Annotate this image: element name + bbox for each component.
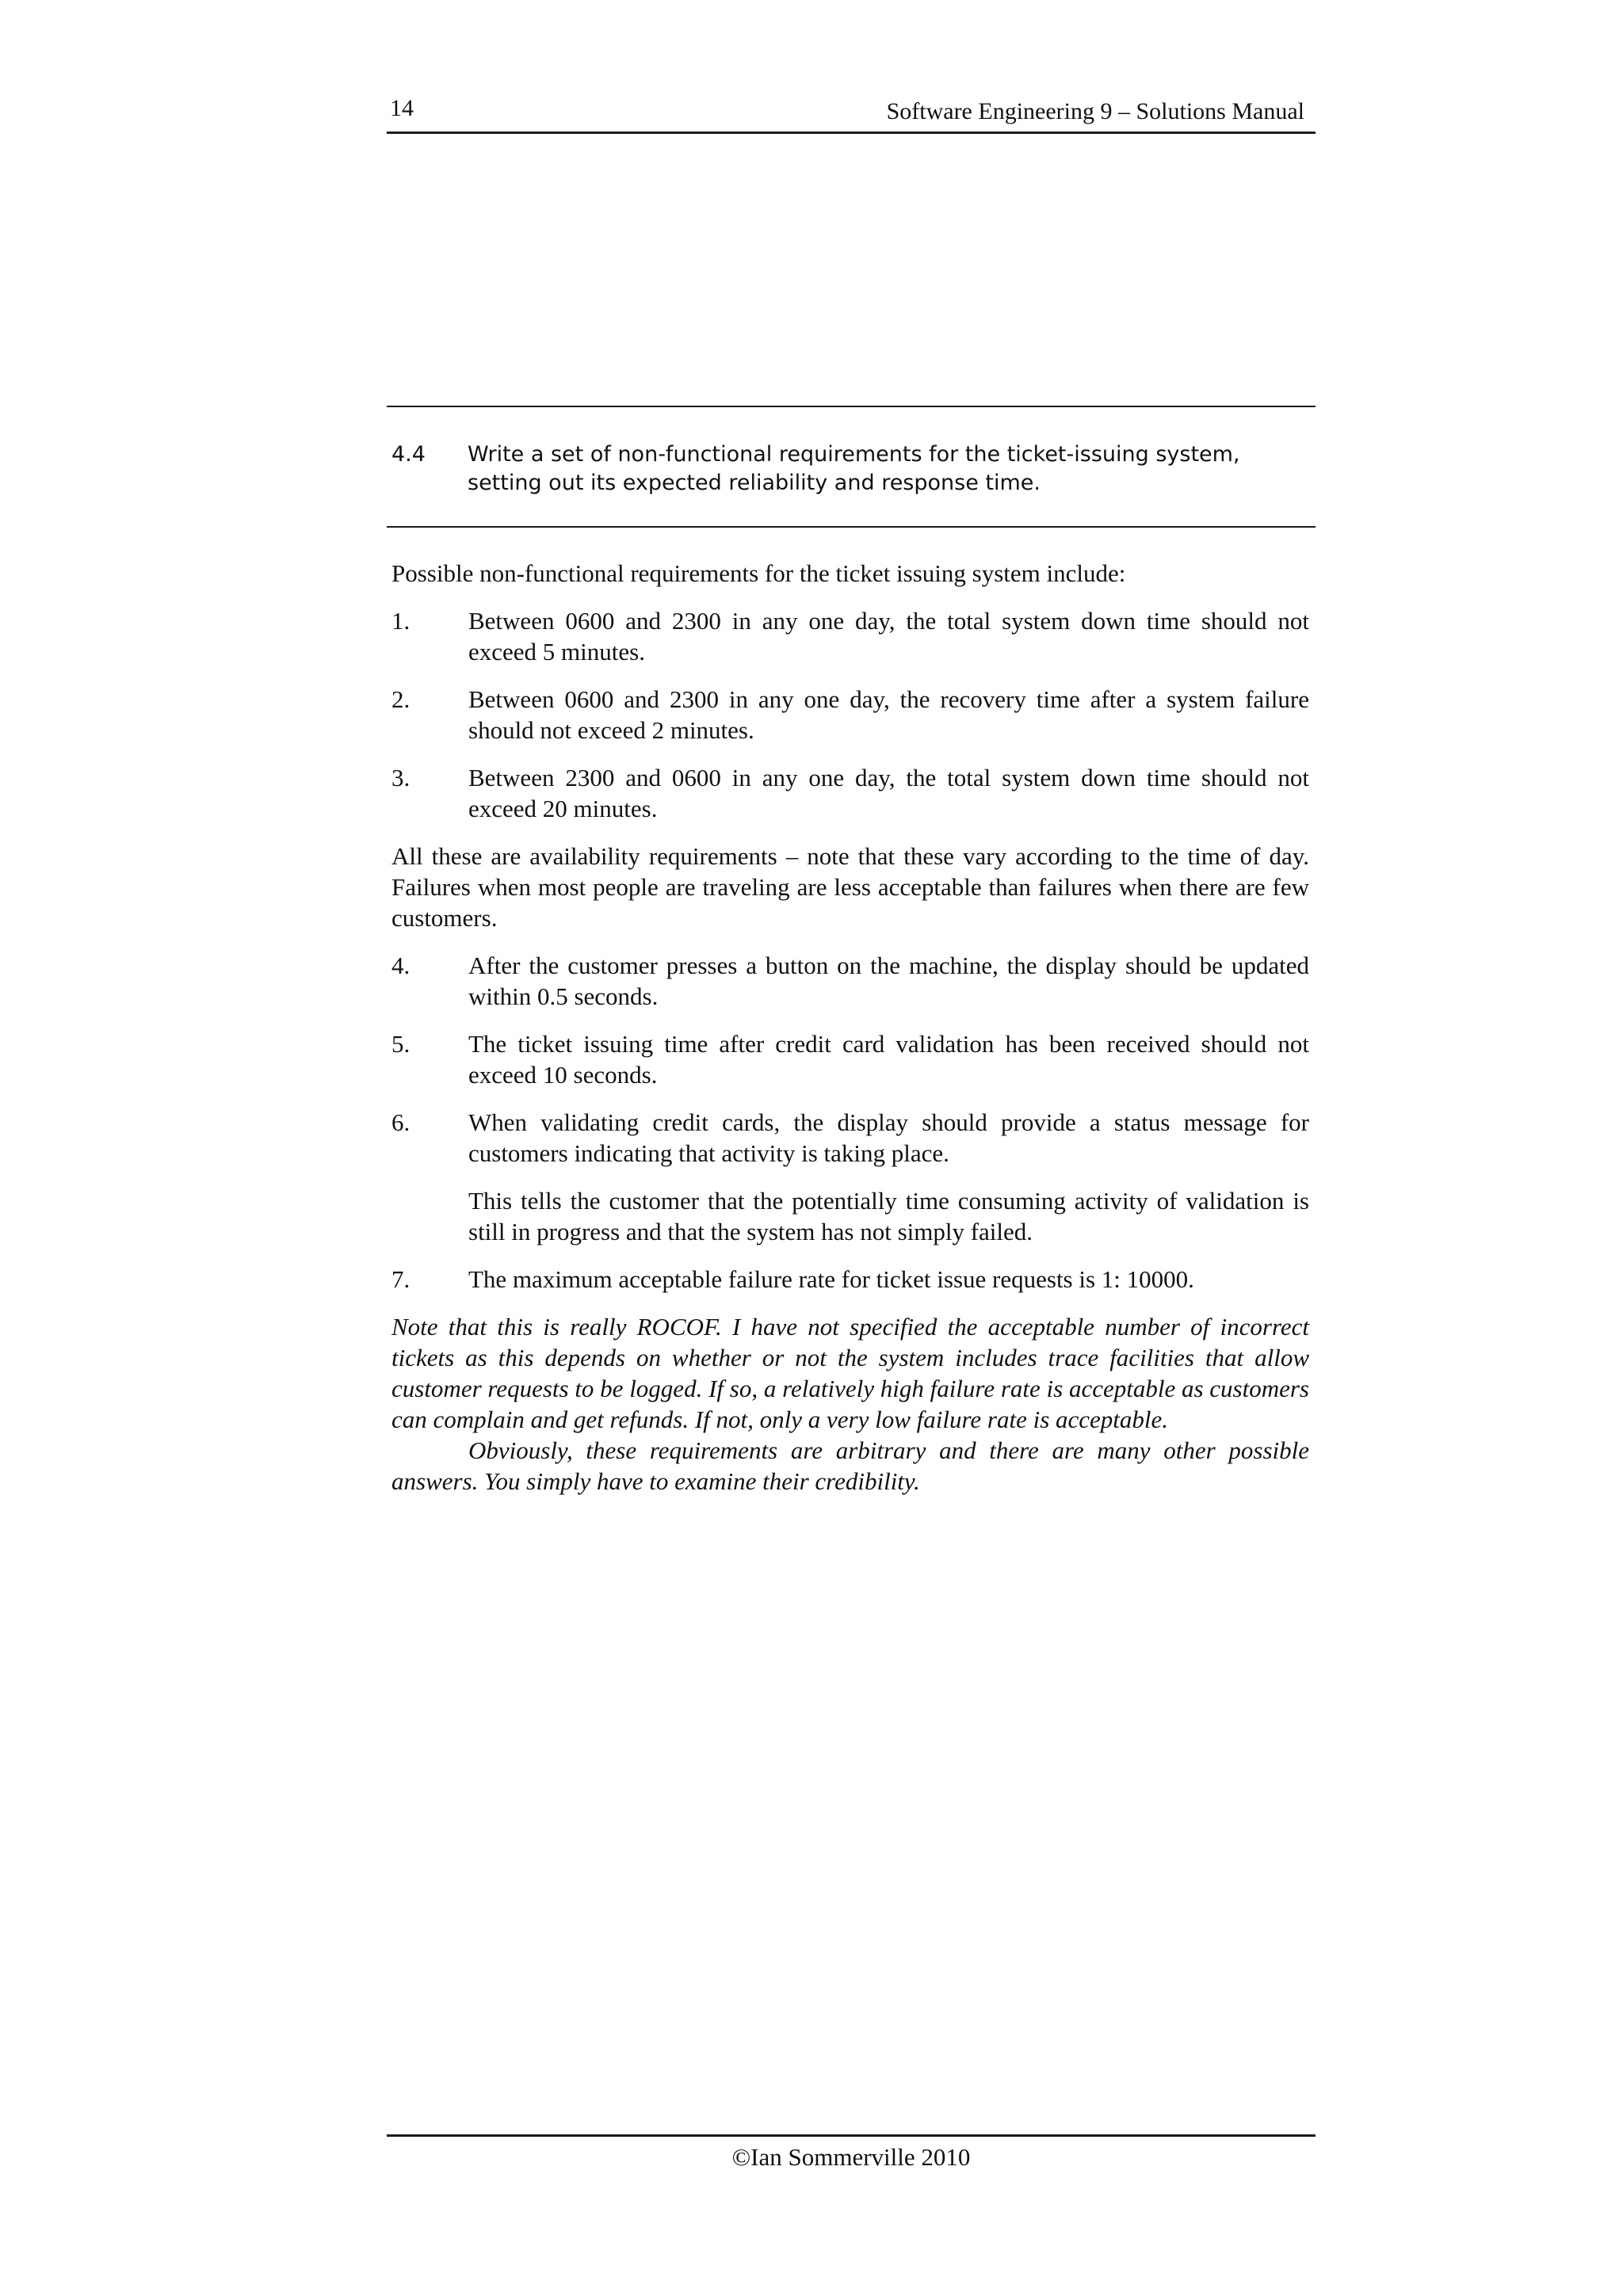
item-text: The ticket issuing time after credit card validation has been received should not exceed 10 seconds. [468,1030,1309,1089]
closing-note [391,1311,1309,1497]
requirement-item [391,1264,1309,1295]
item-number: 2. [391,685,411,713]
page-header [387,93,1316,134]
requirement-item [391,1107,1309,1169]
item-text: Between 0600 and 2300 in any one day, the total system down time should not exceed 5 minutes. [468,607,1309,666]
copyright-notice: ©Ian Sommerville 2010 [731,2143,971,2171]
requirement-item [391,1028,1309,1090]
item-text: After the customer presses a button on the machine, the display should be updated within 0.5 seconds. [468,952,1309,1010]
item-text: Between 2300 and 0600 in any one day, the total system down time should not exceed 20 minutes. [468,764,1309,822]
note-paragraph: Note that this is really ROCOF. I have not specified the acceptable number of incorrect tickets as this depends on whether or not the system includes trace facilities that allow customer requests to be logged. If so, a relatively high failure rate is acceptable as customers can complain and get refunds. If not, only a very low failure rate is acceptable. [391,1313,1309,1433]
intro-paragraph: Possible non-functional requirements for the ticket issuing system include: [391,559,1126,587]
page-number: 14 [390,95,414,121]
item-text: When validating credit cards, the display should provide a status message for customers indicating that activity is taking place. [468,1108,1309,1167]
availability-paragraph: All these are availability requirements – note that these vary according to the time of day. Failures when most people are traveling are less acceptable than failures when there are few customers. [391,842,1309,932]
item-explanation: This tells the customer that the potentially time consuming activity of validation is still in progress and that the system has not simply failed. [468,1187,1309,1245]
page-footer [387,2134,1316,2172]
item-number: 6. [391,1108,411,1136]
exercise-number: 4.4 [391,442,426,467]
item-number: 3. [391,764,411,791]
item-number: 5. [391,1030,411,1058]
note-paragraph: Obviously, these requirements are arbitrary and there are many other possible answers. You simply have to examine their credibility. [391,1436,1309,1495]
requirement-item [391,684,1309,746]
requirement-item [391,762,1309,824]
item-text: The maximum acceptable failure rate for ticket issue requests is 1: 10000. [468,1265,1194,1293]
item-number: 7. [391,1265,411,1293]
running-title: Software Engineering 9 – Solutions Manual [886,98,1304,124]
item-text: Between 0600 and 2300 in any one day, the recovery time after a system failure should not exceed 2 minutes. [468,685,1309,744]
requirement-item [391,605,1309,667]
answer-body [391,558,1309,1497]
item-number: 4. [391,952,411,979]
requirement-item [391,950,1309,1012]
exercise-question: Write a set of non-functional requirements for the ticket-issuing system, setting out its expected reliability and response time. [468,442,1240,495]
item-number: 1. [391,607,411,635]
exercise-box [387,406,1316,528]
